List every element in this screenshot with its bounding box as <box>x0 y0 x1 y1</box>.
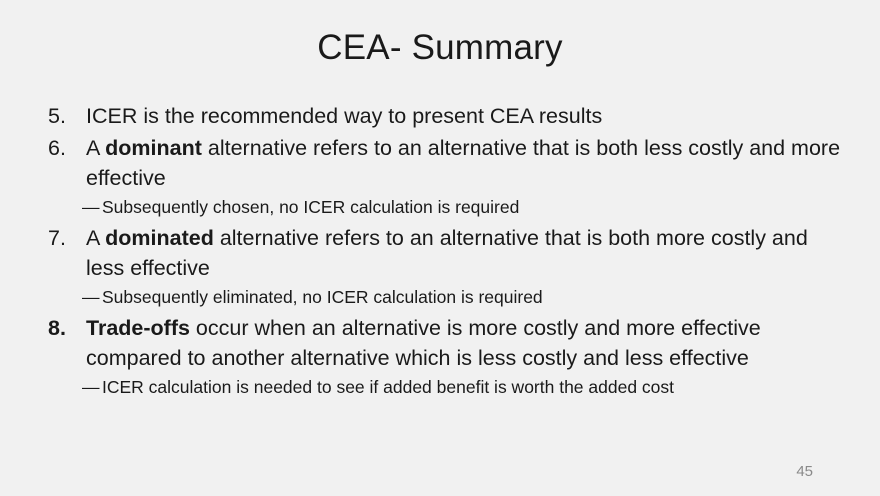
list-item-8 <box>48 313 848 373</box>
page-number: 45 <box>796 463 813 480</box>
item-text-pre: A <box>86 136 106 160</box>
dash-bullet: — <box>82 377 100 397</box>
list-number: 5. <box>48 104 66 128</box>
list-item-7 <box>48 223 848 283</box>
list-number: 8. <box>48 316 66 340</box>
item-text-post: alternative refers to an alternative that is both more costly and less effective <box>86 226 808 280</box>
sub-item-6 <box>48 195 848 219</box>
list-number: 6. <box>48 136 66 160</box>
item-text-pre: A <box>86 226 106 250</box>
item-text-post: occur when an alternative is more costly and more effective compared to another alternative which is less costly and less effective <box>86 316 761 370</box>
list-item-5 <box>48 101 848 131</box>
sub-item-text: ICER calculation is needed to see if added benefit is worth the added cost <box>102 377 675 397</box>
sub-item-text: Subsequently eliminated, no ICER calculation is required <box>102 287 543 307</box>
sub-item-8 <box>48 375 848 399</box>
list-item-6 <box>48 133 848 193</box>
item-text-bold: Trade-offs <box>86 316 190 340</box>
slide-title: CEA- Summary <box>317 28 563 67</box>
dash-bullet: — <box>82 197 100 217</box>
item-text-post: alternative refers to an alternative that is both less costly and more effective <box>86 136 841 190</box>
sub-item-7 <box>48 285 848 309</box>
item-text-bold: dominated <box>105 226 214 250</box>
list-number: 7. <box>48 226 66 250</box>
sub-item-text: Subsequently chosen, no ICER calculation is required <box>102 197 520 217</box>
slide-content <box>48 101 848 403</box>
item-text: ICER is the recommended way to present CEA results <box>86 104 603 128</box>
item-text-bold: dominant <box>105 136 202 160</box>
dash-bullet: — <box>82 287 100 307</box>
